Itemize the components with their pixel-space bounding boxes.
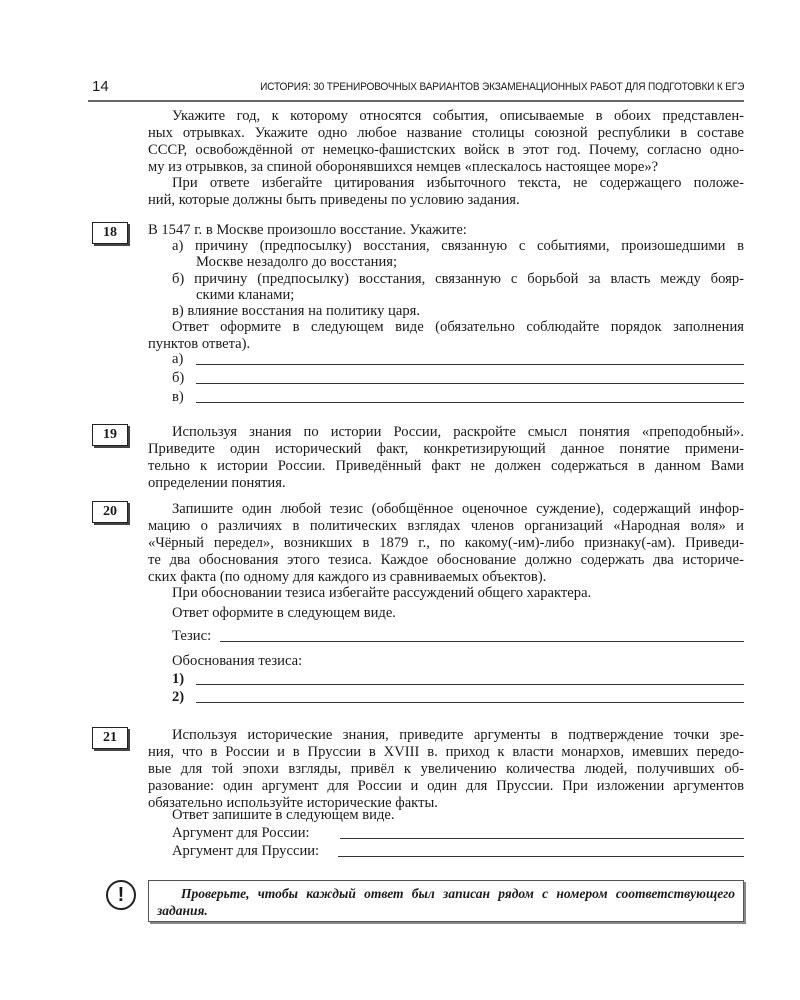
answer-line-b[interactable] (196, 383, 744, 384)
answer-label-c: в) (172, 389, 184, 405)
text-line: тельно к истории России. Приведённый факт не должен содержаться в данном Вами (148, 458, 744, 474)
ground-label-1: 1) (172, 671, 185, 687)
answer-label-a: а) (172, 351, 184, 367)
text-line: му из отрывков, за спиной оборонявшихся немцев «плескалось настоящее море»? (148, 159, 659, 175)
task-item-b-cont: скими кланами; (196, 287, 295, 303)
task-format: Ответ запишите в следующем виде. (172, 807, 395, 823)
task-item-b: б) причину (предпосылку) восстания, связанную с борьбой за власть между бояр- (172, 271, 744, 287)
text-line: разование: один аргумент для России и один для Пруссии. При изложении аргументов (148, 778, 744, 794)
text-line: пунктов ответа). (148, 336, 251, 352)
answer-line-c[interactable] (196, 402, 744, 403)
task-number-badge: 18 (92, 222, 128, 244)
text-line: ных отрывках. Укажите одно любое название столицы союзной республики в составе (148, 125, 744, 141)
text-line: Приведите один исторический факт, конкретизирующий данное понятие примени- (148, 441, 744, 457)
text-line: Ответ оформите в следующем виде (обязательно соблюдайте порядок заполнения (172, 319, 744, 335)
ground-answer-line-2[interactable] (196, 702, 744, 703)
notice-text-line: Проверьте, чтобы каждый ответ был записан рядом с номером соответствующего (181, 886, 735, 901)
task-note: При обосновании тезиса избегайте рассуждений общего характера. (172, 585, 592, 601)
text-line: Используя знания по истории России, раскройте смысл понятия «преподобный». (172, 424, 744, 440)
prussia-argument-line[interactable] (338, 856, 744, 857)
thesis-answer-line[interactable] (220, 641, 744, 642)
text-line: вые для той эпохи взгляды, привёл к увеличению количества людей, получивших об- (148, 761, 744, 777)
text-line: ских факта (по одному для каждого из сравниваемых объектов). (148, 569, 547, 585)
text-line: «Чёрный передел», возникших в 1879 г., по какому(-им)-либо признаку(-ам). Приведи- (148, 535, 744, 551)
text-line: Запишите один любой тезис (обобщённое оценочное суждение), содержащий инфор- (172, 501, 744, 517)
notice-box (148, 880, 744, 922)
task-number-badge: 19 (92, 424, 128, 446)
answer-label-b: б) (172, 370, 185, 386)
task-format: Ответ оформите в следующем виде. (172, 605, 396, 621)
answer-line-a[interactable] (196, 364, 744, 365)
task-number-badge: 20 (92, 501, 128, 523)
text-line: ния, что в России и в Пруссии в XVIII в. приход к власти монархов, имевших передо- (148, 744, 744, 760)
header-rule (88, 100, 744, 102)
notice-text-line: задания. (157, 903, 208, 918)
task-item-a: а) причину (предпосылку) восстания, связанную с событиями, произошедшими в (172, 238, 744, 254)
text-line: те два обоснования этого тезиса. Каждое обоснование должно содержать два историче- (148, 552, 744, 568)
text-line: обязательно используйте исторические факты. (148, 795, 438, 811)
text-line: СССР, освобождённой от немецко-фашистских войск в этот год. Почему, согласно одно- (148, 142, 744, 158)
prussia-argument-label: Аргумент для Пруссии: (172, 843, 320, 859)
text-line: Используя исторические знания, приведите аргументы в подтверждение точки зре- (172, 727, 744, 743)
russia-argument-line[interactable] (340, 838, 744, 839)
ground-answer-line-1[interactable] (196, 684, 744, 685)
exclamation-circle-icon: ! (106, 880, 136, 910)
task-item-a-cont: Москве незадолго до восстания; (196, 254, 398, 270)
ground-label-2: 2) (172, 689, 185, 705)
task-lead: В 1547 г. в Москве произошло восстание. Укажите: (148, 222, 467, 238)
russia-argument-label: Аргумент для России: (172, 825, 310, 841)
task-item-c: в) влияние восстания на политику царя. (172, 303, 420, 319)
text-line: Укажите год, к которому относятся события, описываемые в обоих представлен- (172, 108, 744, 124)
text-line: ний, которые должны быть приведены по условию задания. (148, 192, 520, 208)
task-number-badge: 21 (92, 727, 128, 749)
thesis-label: Тезис: (172, 628, 212, 644)
grounds-label: Обоснования тезиса: (172, 653, 303, 669)
text-line: При ответе избегайте цитирования избыточного текста, не содержащего положе- (172, 175, 744, 191)
text-line: определении понятия. (148, 475, 286, 491)
running-header-title: ИСТОРИЯ: 30 ТРЕНИРОВОЧНЫХ ВАРИАНТОВ ЭКЗАМЕНАЦИОННЫХ РАБОТ ДЛЯ ПОДГОТОВКИ К ЕГЭ (259, 81, 744, 93)
text-line: мацию о различиях в политических взглядах членов организаций «Народная воля» и (148, 518, 744, 534)
page-number: 14 (92, 78, 109, 95)
